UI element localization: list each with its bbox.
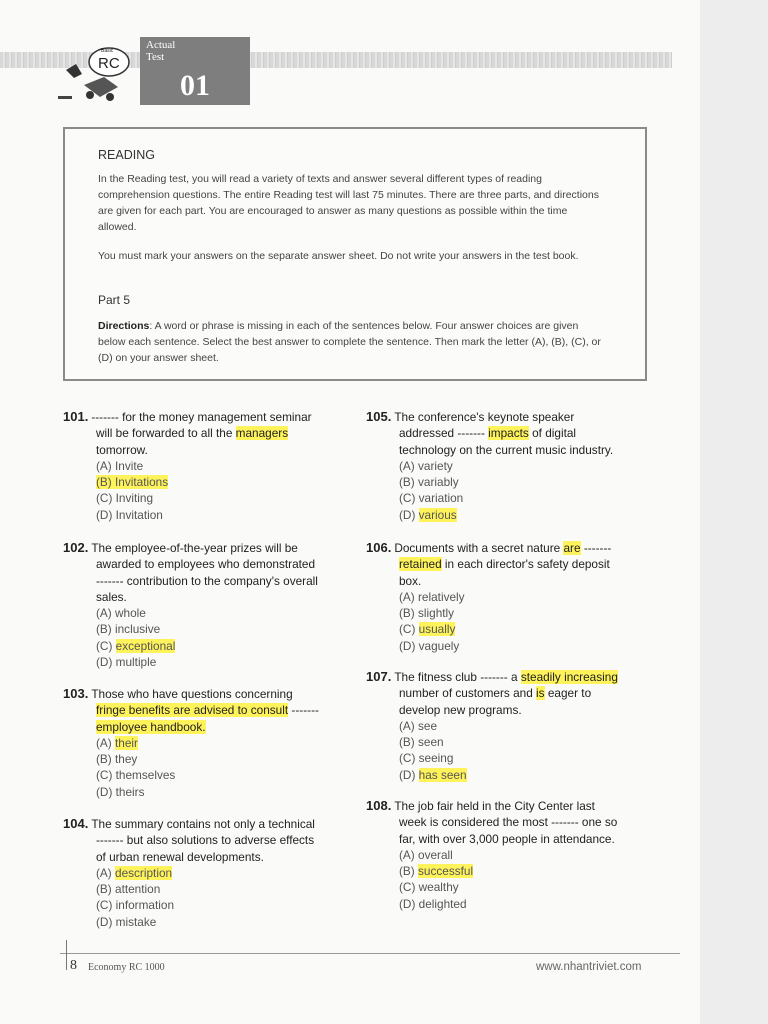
page-number: 8 xyxy=(70,958,77,973)
highlighted-choice: has seen xyxy=(418,767,467,782)
part5-directions xyxy=(98,318,608,366)
question-103 xyxy=(63,686,323,800)
question-107: 107. The fitness club ------- a steadily increasing number of customers and is eager to develop new programs. (A) see (B) seen (C) seeing (D) has seen xyxy=(366,669,646,783)
choice-a[interactable]: (A) Invite xyxy=(96,458,144,473)
directions-text: : A word or phrase is missing in each of the sentences below. Four answer choices are given below each sentence. Select the best answer to complete the sentence. Then mark the letter (A), (B), (C), or (D) on your answer sheet. xyxy=(98,320,601,364)
highlighted-choice: their xyxy=(115,735,138,750)
question-stem: develop new programs. xyxy=(399,702,522,717)
question-number: 106. xyxy=(366,540,392,555)
answer-sheet-paragraph: You must mark your answers on the separate answer sheet. Do not write your answers in the test book. xyxy=(98,250,579,262)
highlighted-word: are xyxy=(563,541,581,555)
question-number: 102. xyxy=(63,540,89,555)
question-number: 101. xyxy=(63,409,89,424)
choice-d[interactable]: (D) multiple xyxy=(96,655,157,670)
choice-b[interactable]: (B) variably xyxy=(399,475,459,490)
choice-a[interactable]: (A) variety xyxy=(399,458,453,473)
question-number: 103. xyxy=(63,686,89,701)
choice-d[interactable]: (D) vaguely xyxy=(399,638,460,653)
question-stem: sales. xyxy=(96,589,127,604)
badge-line-2: Test xyxy=(146,51,165,63)
choice-b[interactable]: (B) attention xyxy=(96,882,161,897)
choice-b[interactable] xyxy=(96,474,323,490)
choice-a[interactable]: (A) their xyxy=(96,735,138,750)
logo-text: RC xyxy=(98,55,120,72)
question-stem: will be forwarded to all the xyxy=(96,426,236,441)
choice-c[interactable]: (C) seeing xyxy=(399,751,454,766)
question-number: 108. xyxy=(366,798,392,813)
footer-url[interactable]: www.nhantriviet.com xyxy=(536,961,642,973)
rc-logo-icon xyxy=(54,40,144,102)
choice-a[interactable]: (A) see xyxy=(399,718,438,733)
question-102 xyxy=(63,540,323,670)
question-stem: Those who have questions concerning xyxy=(91,687,293,701)
choice-d[interactable]: (D) Invitation xyxy=(96,507,163,522)
choice-b[interactable]: (B) successful xyxy=(399,864,474,879)
reading-intro-paragraph: In the Reading test, you will read a variety of texts and answer several different types of reading comprehension questions. The entire Reading test will last 75 minutes. There are three parts, and directions are given for each part. You are encouraged to answer as many questions as possible within the time allowed. xyxy=(98,173,599,233)
question-stem: The conference's keynote speaker xyxy=(394,410,575,424)
highlighted-word: managers xyxy=(235,426,289,441)
choice-c[interactable]: (C) wealthy xyxy=(399,880,459,895)
choice-d[interactable]: (D) mistake xyxy=(96,914,157,929)
question-stem: The summary contains not only a technical xyxy=(91,817,315,831)
choice-c[interactable]: (C) information xyxy=(96,898,175,913)
question-stem: The fitness club ------- a xyxy=(394,670,521,684)
question-stem: The employee-of-the-year prizes will be xyxy=(91,541,298,555)
highlighted-choice: (B) Invitations xyxy=(96,475,169,490)
question-stem: ------- for the money management seminar xyxy=(91,410,312,424)
directions-box xyxy=(63,127,647,381)
highlighted-choice: exceptional xyxy=(115,638,176,653)
choice-d[interactable]: (D) delighted xyxy=(399,896,467,911)
choice-c[interactable]: (C) variation xyxy=(399,491,464,506)
choice-a[interactable]: (A) description xyxy=(96,865,173,880)
part-title: Part 5 xyxy=(98,293,131,307)
badge-line-1: Actual xyxy=(146,39,176,51)
question-stem: Documents with a secret nature xyxy=(394,541,564,555)
question-stem: box. xyxy=(399,573,422,588)
question-stem: tomorrow. xyxy=(96,442,148,457)
question-stem: week is considered the most ------- one so xyxy=(399,815,618,830)
question-104 xyxy=(63,816,323,930)
highlighted-phrase: employee handbook. xyxy=(96,719,206,734)
highlighted-phrase: fringe benefits are advised to consult xyxy=(96,703,289,718)
highlighted-word: impacts xyxy=(488,426,529,441)
badge-number: 01 xyxy=(180,69,210,102)
choice-c[interactable]: (C) usually xyxy=(399,622,456,637)
question-number: 104. xyxy=(63,816,89,831)
choice-c[interactable]: (C) Inviting xyxy=(96,491,154,506)
choice-a[interactable]: (A) relatively xyxy=(399,589,465,604)
question-number: 105. xyxy=(366,409,392,424)
choice-b[interactable]: (B) they xyxy=(96,752,138,767)
question-stem: of urban renewal developments. xyxy=(96,849,264,864)
question-number: 107. xyxy=(366,669,392,684)
question-stem: ------- xyxy=(288,703,319,718)
choice-b[interactable]: (B) inclusive xyxy=(96,622,161,637)
highlighted-choice: usually xyxy=(418,622,456,637)
highlighted-phrase: steadily increasing xyxy=(520,670,618,684)
question-stem: ------- contribution to the company's overall xyxy=(96,573,318,588)
highlighted-word: retained xyxy=(399,557,442,572)
highlighted-choice: various xyxy=(418,507,457,522)
choice-a[interactable]: (A) overall xyxy=(399,847,453,862)
question-stem: far, with over 3,000 people in attendance. xyxy=(399,831,615,846)
choice-d[interactable]: (D) has seen xyxy=(399,767,467,782)
test-badge xyxy=(140,37,250,105)
logo-small-text: Basic xyxy=(101,48,114,54)
choice-a[interactable]: (A) whole xyxy=(96,606,146,621)
question-stem: ------- but also solutions to adverse effects xyxy=(96,833,315,848)
footer-divider xyxy=(60,953,680,954)
choice-b[interactable]: (B) seen xyxy=(399,735,444,750)
footer-tick xyxy=(66,940,67,970)
question-stem: awarded to employees who demonstrated xyxy=(96,557,316,572)
choice-c[interactable]: (C) exceptional xyxy=(96,638,176,653)
question-stem: technology on the current music industry. xyxy=(399,442,614,457)
question-106: 106. Documents with a secret nature are ------- retained in each director's safety deposit box. (A) relatively (B) slightly (C) usually (D) vaguely xyxy=(366,540,646,654)
question-stem: The job fair held in the City Center last xyxy=(394,799,595,813)
choice-b[interactable]: (B) slightly xyxy=(399,606,455,621)
highlighted-choice: description xyxy=(115,865,173,880)
highlighted-choice: successful xyxy=(418,864,474,879)
question-101 xyxy=(63,409,323,523)
directions-label: Directions xyxy=(98,320,150,332)
question-108 xyxy=(366,798,646,912)
choice-c[interactable]: (C) themselves xyxy=(96,768,176,783)
highlighted-word: is xyxy=(536,686,545,701)
book-title: Economy RC 1000 xyxy=(88,962,165,973)
choice-d[interactable]: (D) theirs xyxy=(96,784,145,799)
question-105: 105. The conference's keynote speaker addressed ------- impacts of digital technology on the current music industry. (A) variety (B) variably (C) variation (D) various xyxy=(366,409,646,523)
section-title: READING xyxy=(98,148,155,162)
choice-d[interactable]: (D) various xyxy=(399,507,457,522)
